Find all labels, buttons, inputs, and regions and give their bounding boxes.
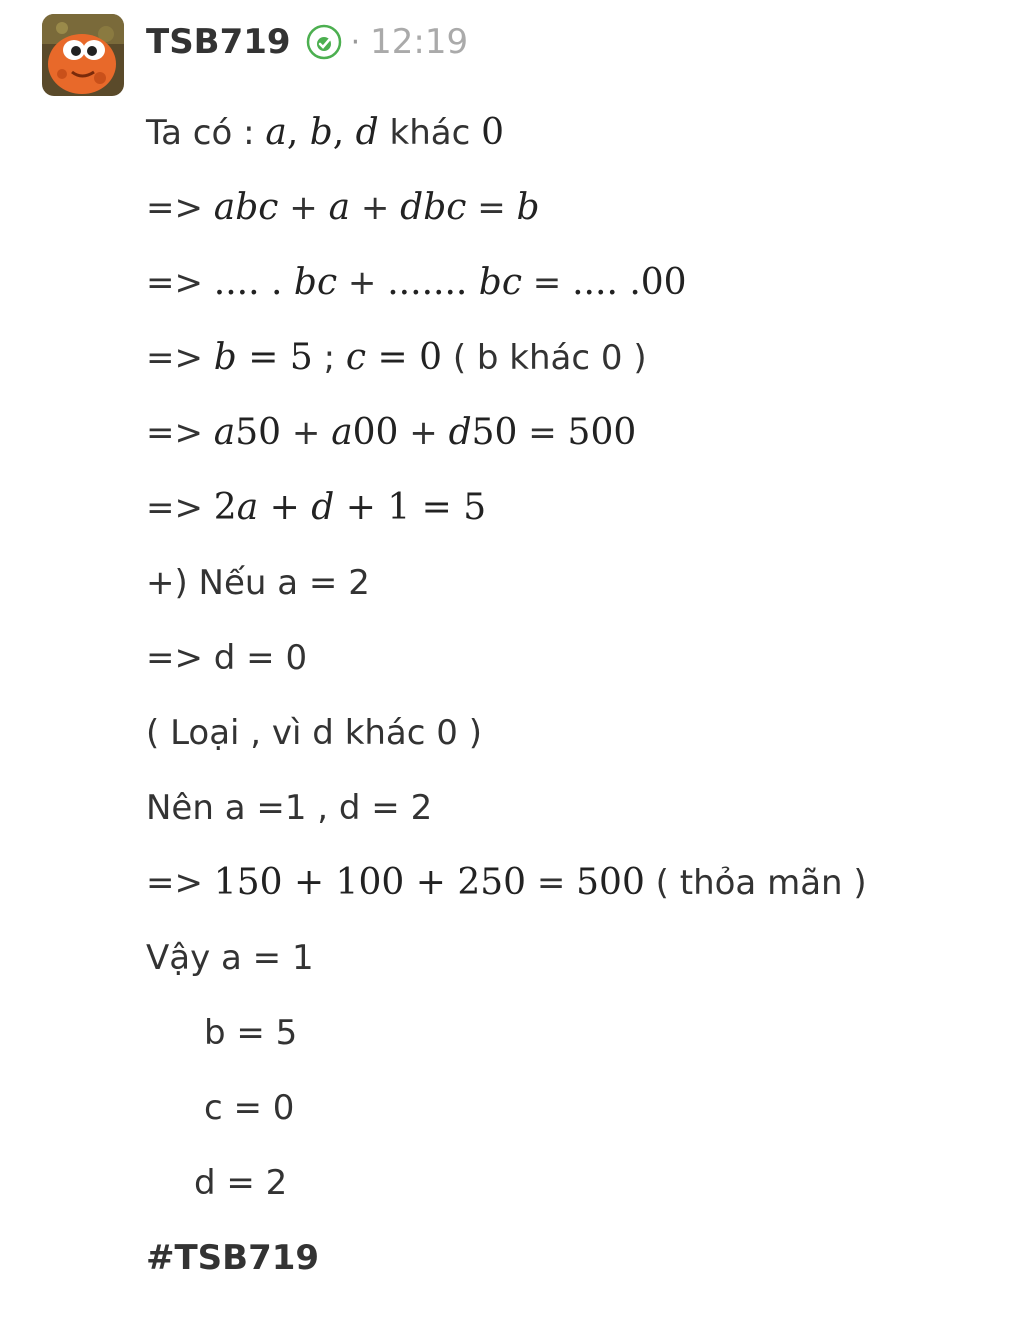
math-var: a [265,112,287,153]
text: Ta có : [146,112,266,153]
line-2 [146,170,1006,245]
math-var: a [236,487,259,528]
math-var: b [213,337,237,378]
text: => [146,337,214,378]
math-expr: + 1 = 5 [334,487,487,528]
post-header [146,18,468,66]
text: + [398,412,449,453]
math-var: c [345,337,367,378]
text: => [146,487,214,528]
math-expr: = 5 [236,337,313,378]
math-sep: , [286,112,310,153]
line-9: ( Loại , vì d khác 0 ) [146,712,482,753]
line-1 [146,95,1006,170]
text: = [522,262,573,303]
math-dots: ....... [387,262,479,303]
math-dots: .... . [213,262,294,303]
text: + [350,187,401,228]
math-num: 50 [471,412,518,453]
math-var: a [328,187,351,228]
text: = [526,862,577,903]
text: => [146,862,214,903]
avatar[interactable] [42,14,124,96]
text: + [281,412,332,453]
text: ( thỏa mãn ) [644,862,867,903]
math-var: d [311,487,335,528]
math-var: bc [478,262,522,303]
line-14: c = 0 [204,1087,295,1128]
math-expr: = 0 [366,337,443,378]
line-8: => d = 0 [146,637,308,678]
math-var: bc [293,262,338,303]
post-time[interactable]: 12:19 [370,22,469,62]
math-num: 50 [235,412,282,453]
text: ; [312,337,346,378]
line-10: Nên a =1 , d = 2 [146,787,433,828]
math-expr: 150 + 100 + 250 [213,862,527,903]
text: ( b khác 0 ) [442,337,647,378]
text: + [337,262,388,303]
line-12: Vậy a = 1 [146,937,314,978]
cartoon-avatar-icon [42,14,124,96]
math-num: 2 [213,487,237,528]
math-var: b [516,187,540,228]
text: = [466,187,517,228]
line-15: d = 2 [194,1162,288,1203]
line-3 [146,245,1006,320]
math-num: 500 [567,412,637,453]
math-var: abc [213,187,279,228]
text: => [146,412,214,453]
post-body [146,95,1006,1295]
verified-check-icon [305,23,343,61]
math-expr: + [258,487,312,528]
math-dots: .... .00 [572,262,687,303]
separator-dot: · [350,24,361,60]
math-num: 00 [352,412,399,453]
line-7: +) Nếu a = 2 [146,562,370,603]
text: => [146,262,214,303]
line-11 [146,845,1006,920]
text: = [517,412,568,453]
username[interactable]: TSB719 [146,22,291,62]
line-5 [146,395,1006,470]
hashtag-link[interactable]: #TSB719 [146,1237,320,1278]
math-var: a [331,412,353,453]
math-var: b [309,112,333,153]
text: => [146,187,214,228]
text: khác [378,112,482,153]
line-13: b = 5 [204,1012,298,1053]
line-4 [146,320,1006,395]
math-var: a [213,412,236,453]
math-var: d [355,112,379,153]
math-var: d [448,412,472,453]
math-num: 0 [481,112,504,153]
math-num: 500 [576,862,645,903]
line-6 [146,470,1006,545]
math-sep: , [332,112,356,153]
math-var: dbc [400,187,467,228]
text: + [278,187,329,228]
